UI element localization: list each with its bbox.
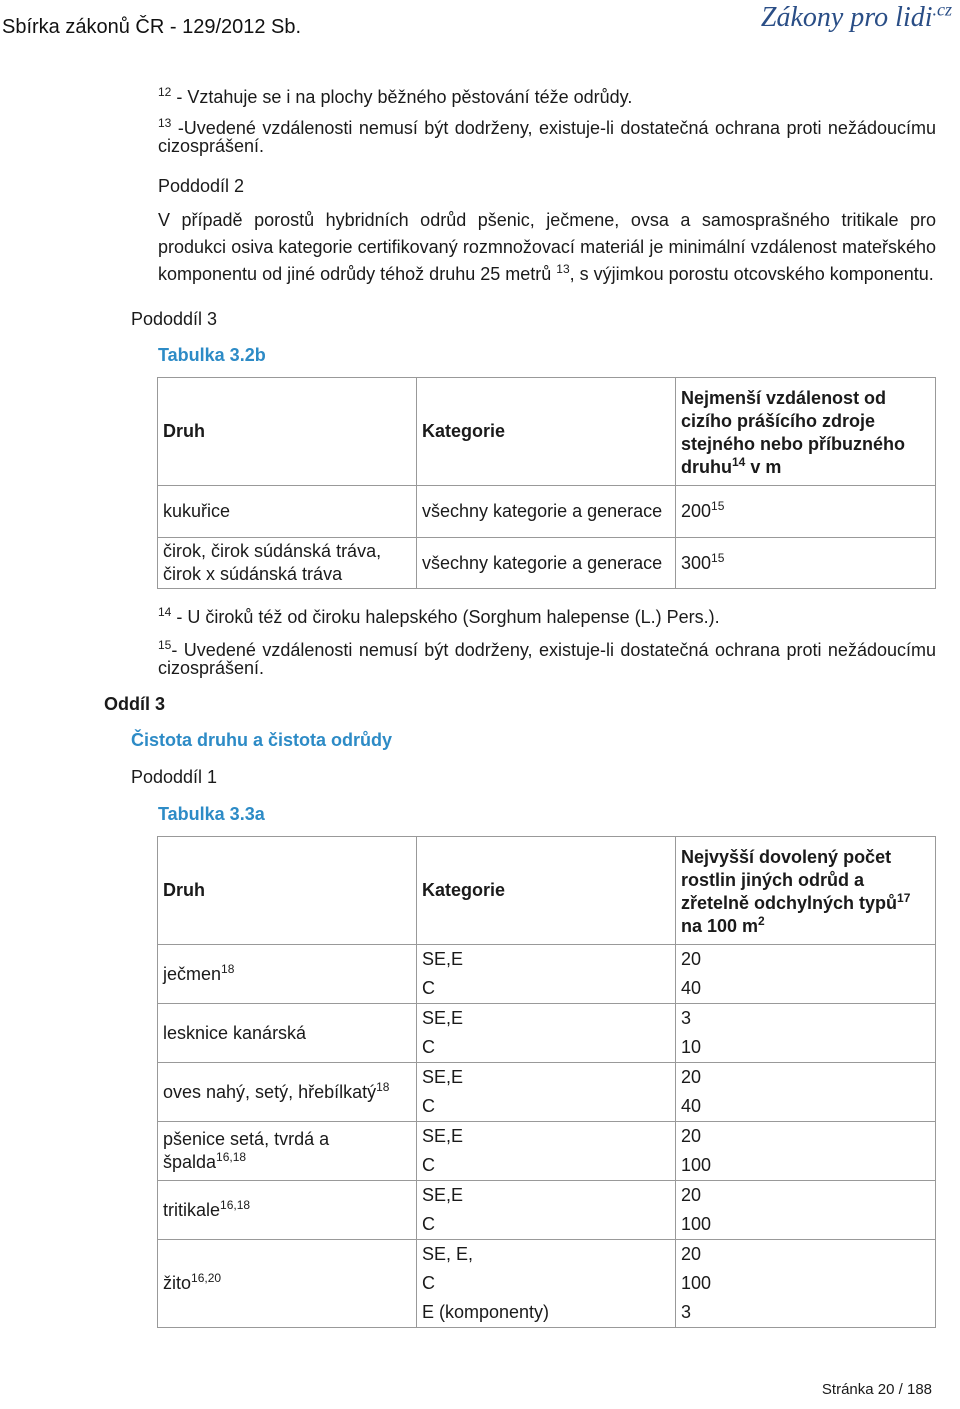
cell-value (676, 1181, 936, 1240)
footnote-ref: 17 (897, 890, 911, 905)
category-text: SE,E (422, 1067, 464, 1087)
footnote-number: 13 (158, 116, 172, 130)
druh-text: lesknice kanárská (163, 1022, 307, 1043)
druh-text: oves nahý, setý, hřebílkatý (163, 1081, 377, 1102)
table-row (158, 1240, 936, 1328)
cell-value (676, 945, 936, 1004)
footnote-number: 14 (158, 605, 172, 619)
footnote-text: - Vztahuje se i na plochy běžného pěstování téže odrůdy. (171, 87, 633, 107)
footnote-ref: 15 (711, 499, 725, 513)
cell-value (676, 1063, 936, 1122)
count-text: 20 (681, 1126, 702, 1146)
header-count (676, 837, 936, 945)
section-heading: Pododdíl 3 (131, 309, 218, 329)
section-heading: Oddíl 3 (104, 694, 166, 714)
cell-druh (158, 1240, 417, 1328)
header-distance (676, 378, 936, 486)
cell-kategorie (417, 1181, 676, 1240)
cell-druh (158, 1063, 417, 1122)
category-text: C (422, 978, 435, 998)
count-text: 10 (681, 1037, 702, 1057)
category-text: C (422, 1273, 435, 1293)
cell-druh (158, 1181, 417, 1240)
cell-druh (158, 1004, 417, 1063)
footnote-ref: 15 (711, 550, 725, 565)
cell-kategorie (417, 1063, 676, 1122)
cell-value (676, 1240, 936, 1328)
count-text: 100 (681, 1155, 712, 1175)
paragraph-text: , s výjimkou porostu otcovského komponentu. (569, 264, 934, 284)
section-heading: Poddodíl 2 (158, 176, 245, 196)
table-row (158, 538, 936, 589)
cell-value (676, 486, 936, 538)
cell-druh: kukuřice (158, 486, 417, 538)
cell-druh (158, 945, 417, 1004)
footnote-ref: 18 (376, 1079, 390, 1094)
cell-value (676, 1122, 936, 1181)
category-text: C (422, 1037, 435, 1057)
footnote-15 (158, 638, 936, 678)
druh-text: pšenice setá, tvrdá a špalda (163, 1129, 330, 1172)
footnote-ref: 16,18 (220, 1197, 251, 1212)
count-text: 20 (681, 1067, 702, 1087)
category-text: E (komponenty) (422, 1302, 550, 1322)
header-kategorie: Kategorie (417, 378, 676, 486)
footnote-number: 15 (158, 638, 172, 652)
distance-table (157, 377, 936, 589)
category-text: C (422, 1155, 435, 1175)
header-text: Nejmenší vzdálenost od cizího prášícího zdroje stejného nebo příbuzného druhu (681, 387, 905, 477)
druh-text: žito (163, 1273, 192, 1293)
count-text: 20 (681, 1244, 702, 1264)
category-text: SE, E, (422, 1244, 474, 1264)
footnote-text: - Uvedené vzdálenosti nemusí být dodrženy, existuje-li dostatečná ochrana proti nežádoucímu cizosprášení. (158, 640, 936, 678)
header-text: v m (745, 456, 782, 477)
footnote-ref: 18 (221, 961, 235, 976)
header-druh: Druh (158, 837, 417, 945)
count-text: 100 (681, 1214, 712, 1234)
cell-druh (158, 1122, 417, 1181)
header-kategorie: Kategorie (417, 837, 676, 945)
footnote-13 (158, 116, 936, 156)
count-text: 40 (681, 978, 702, 998)
count-text: 20 (681, 1185, 702, 1205)
footnote-14 (158, 606, 938, 629)
druh-text: ječmen (163, 963, 222, 984)
footnote-12 (158, 86, 938, 109)
table-row (158, 1181, 936, 1240)
cell-value (676, 1004, 936, 1063)
count-text: 20 (681, 949, 702, 969)
cell-value (676, 538, 936, 589)
footnote-ref: 16,20 (191, 1271, 222, 1285)
cell-kategorie (417, 1004, 676, 1063)
cell-kategorie (417, 945, 676, 1004)
footnote-ref: 16,18 (216, 1150, 247, 1164)
table-row (158, 945, 936, 1004)
footnote-text: - U čiroků též od čiroku halepského (Sorghum halepense (L.) Pers.). (171, 607, 720, 627)
count-text: 100 (681, 1273, 712, 1293)
footnote-text: -Uvedené vzdálenosti nemusí být dodrženy, existuje-li dostatečná ochrana proti nežádoucímu cizosprášení. (158, 118, 936, 156)
cell-kategorie: všechny kategorie a generace (417, 538, 676, 589)
logo-text: Zákony pro lidi (760, 2, 933, 33)
table-row (158, 1122, 936, 1181)
logo-suffix: .cz (932, 0, 952, 20)
cell-druh: čirok, čirok súdánská tráva, čirok x súdánská tráva (158, 538, 417, 589)
category-text: C (422, 1214, 435, 1234)
table-header-row (158, 378, 936, 486)
cell-kategorie: všechny kategorie a generace (417, 486, 676, 538)
table-row (158, 486, 936, 538)
category-text: SE,E (422, 1126, 464, 1146)
count-text: 3 (681, 1008, 692, 1028)
header-druh: Druh (158, 378, 417, 486)
category-text: C (422, 1096, 435, 1116)
table-title: Tabulka 3.2b (158, 345, 266, 365)
paragraph-text: V případě porostů hybridních odrůd pšenic, ječmene, ovsa a samosprašného tritikale pro produkci osiva kategorie certifikovaný rozmnožovací materiál je minimální vzdálenost mateřského komponentu od jiné odrůdy téhož druhu 25 metrů (158, 210, 936, 284)
count-text: 40 (681, 1096, 702, 1116)
cell-kategorie (417, 1122, 676, 1181)
page-number: Stránka 20 / 188 (821, 1381, 932, 1398)
value-text: 200 (681, 501, 712, 521)
category-text: SE,E (422, 1185, 464, 1205)
count-text: 3 (681, 1302, 692, 1322)
table-row (158, 1063, 936, 1122)
footnote-ref: 13 (556, 262, 570, 276)
section-subtitle: Čistota druhu a čistota odrůdy (131, 730, 393, 750)
table-header-row (158, 837, 936, 945)
table-row (158, 1004, 936, 1063)
section-heading: Pododdíl 1 (131, 767, 218, 787)
category-text: SE,E (422, 949, 464, 969)
footnote-ref: 14 (732, 454, 746, 469)
category-text: SE,E (422, 1008, 464, 1028)
paragraph (158, 207, 936, 288)
site-logo[interactable] (761, 2, 952, 34)
header-text: Nejvyšší dovolený počet rostlin jiných odrůd a zřetelně odchylných typů (681, 846, 898, 913)
header-text: na 100 m (681, 915, 759, 936)
cell-kategorie (417, 1240, 676, 1328)
table-title: Tabulka 3.3a (158, 804, 265, 824)
value-text: 300 (681, 552, 712, 573)
purity-table (157, 836, 936, 1328)
document-title: Sbírka zákonů ČR - 129/2012 Sb. (2, 16, 302, 38)
unit-exponent: 2 (758, 913, 765, 928)
footnote-number: 12 (158, 85, 172, 99)
druh-text: tritikale (163, 1199, 221, 1220)
